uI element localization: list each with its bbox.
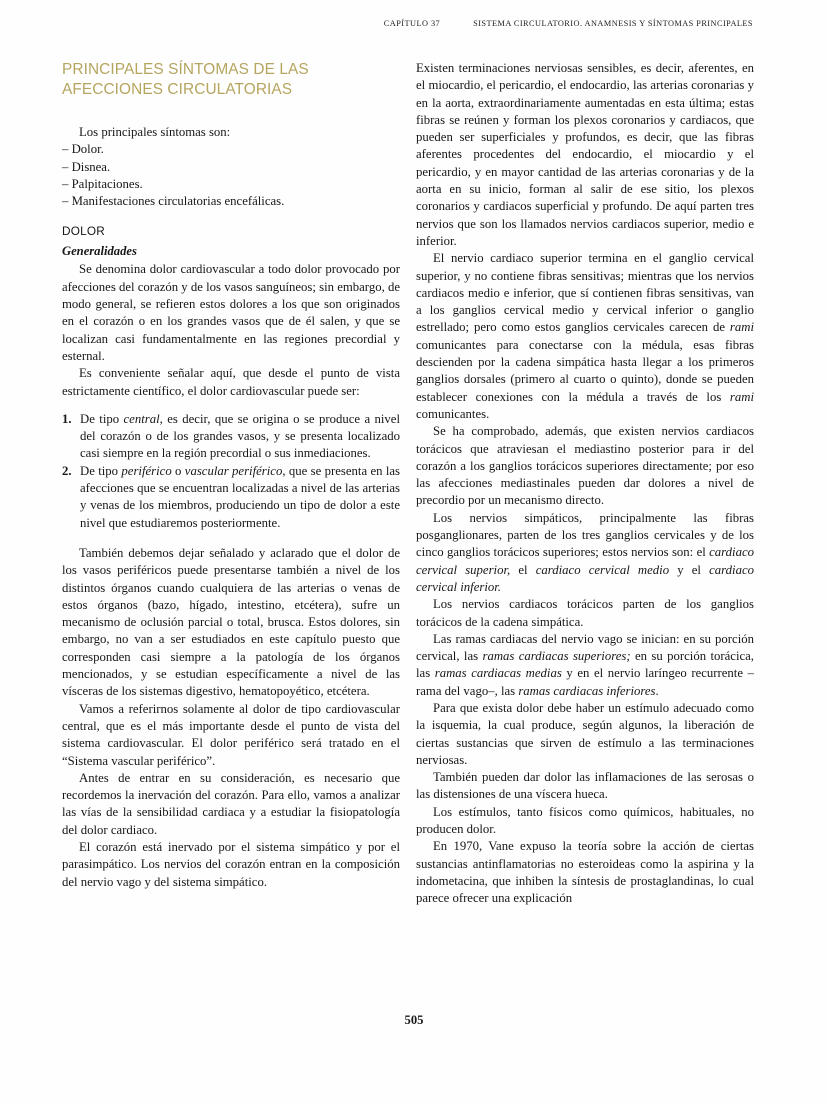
page-number: 505 xyxy=(404,1013,424,1027)
chapter-title: SISTEMA CIRCULATORIO. ANAMNESIS Y SÍNTOMAS PRINCIPALES xyxy=(473,19,753,28)
text-segment: el xyxy=(510,562,536,577)
list-item xyxy=(62,463,400,532)
emphasis-term: cardiaco cervical medio xyxy=(535,562,670,577)
text-segment: comunicantes. xyxy=(416,406,490,421)
emphasis-term: central xyxy=(123,411,160,426)
paragraph xyxy=(416,250,754,423)
symptom-list xyxy=(62,141,400,210)
paragraph: También debemos dejar señalado y aclarado que el dolor de los vasos periféricos puede presentarse también a nivel de los distintos órganos cuando cualquiera de las arterias o venas de estos órganos (bazo, hígado, intestino, etcétera), sufre un mecanismo de oclusión parcial o total, brusca. Estos dolores, sin embargo, no van a ser estudiados en este capítulo puesto que corresponden casi siempre a la patología de los órganos mencionados, y se estudian específicamente a nivel de las vísceras de los sistemas digestivo, hematopoyético, etcétera. xyxy=(62,545,400,699)
subsection-heading-generalidades: Generalidades xyxy=(62,244,137,259)
text-mid: o xyxy=(171,463,185,478)
paragraph: Existen terminaciones nerviosas sensibles, es decir, aferentes, en el miocardio, el pericardio, el endocardio, las arterias coronarias y en la aorta, extraordinariamente aumentadas en esta última; estas fibras se reúnen y forman los plexos coronarios y cardiacos, que pueden ser superficiales y profundos, es decir, que las fibras aferentes procedentes del endocardio, el miocardio y el pericardio, y en mayor cantidad de las arterias coronarias y de la aorta en su inicio, forman al salir de ese sitio, los plexos coronarios y cardiacos superficial y profundo. De aquí parten tres nervios que son los llamados nervios cardiacos superior, medio e inferior. xyxy=(416,61,754,248)
emphasis-term: periférico xyxy=(121,463,172,478)
emphasis-term: ramas cardiacas inferiores xyxy=(518,683,656,698)
text-segment: Los nervios simpáticos, principalmente las fibras posganglionares, parten de los tres ganglios cervicales y de los cinco ganglios torácicos superiores; estos nervios son: el xyxy=(416,510,754,560)
paragraph: Se denomina dolor cardiovascular a todo dolor provocado por afecciones del corazón y de los vasos sanguíneos; sin embargo, de modo general, se refieren estos dolores a los que son originados en el corazón o en los grandes vasos que de él salen, y que se localizan casi fundamentalmente en las regiones precordial y esternal. xyxy=(62,262,400,363)
emphasis-term: ramas cardiacas medias xyxy=(434,666,562,681)
paragraph: Para que exista dolor debe haber un estímulo adecuado como la isquemia, la cual produce, según algunos, la liberación de ciertas sustancias que sirven de estímulo a las terminaciones nerviosas. xyxy=(416,700,754,767)
left-column xyxy=(62,60,400,1020)
text-before: De tipo xyxy=(80,411,124,426)
list-item xyxy=(62,411,400,463)
paragraph: También pueden dar dolor las inflamaciones de las serosas o las distensiones de una víscera hueca. xyxy=(416,770,754,802)
list-item: – Disnea. xyxy=(62,159,111,174)
text-segment: y en el nervio laríngeo recurrente –rama del vago–, las xyxy=(416,666,754,698)
emphasis-term: ramas cardiacas superiores; xyxy=(482,649,631,664)
page-title: PRINCIPALES SÍNTOMAS DE LAS AFECCIONES CIRCULATORIAS xyxy=(62,61,309,98)
paragraph: Antes de entrar en su consideración, es necesario que recordemos la inervación del corazón. Para ello, vamos a analizar las vías de la sensibilidad cardiaca y a estudiar la fisiopatología del dolor cardiaco. xyxy=(62,770,400,837)
text-before: De tipo xyxy=(80,463,122,478)
intro-line: Los principales síntomas son: xyxy=(79,125,231,139)
list-number: 2. xyxy=(62,463,72,478)
emphasis-term: vascular periférico, xyxy=(184,463,286,478)
two-column-body xyxy=(62,60,754,1020)
emphasis-term: cardiaco cervical superior, xyxy=(416,545,754,577)
right-column xyxy=(416,60,754,1020)
text-segment: Las ramas cardiacas del nervio vago se inician: en su porción cervical, las xyxy=(416,631,754,664)
text-segment: y el xyxy=(669,562,710,577)
paragraph xyxy=(416,510,754,596)
text-after: , es decir, que se origina o se produce a nivel del corazón o de los grandes vasos, y se presenta localizado casi siempre en la región precordial o sus inmediaciones. xyxy=(80,411,401,461)
text-segment: El nervio cardiaco superior termina en el ganglio cervical superior, y no contiene fibras sensitivas; mientras que los nervios cardiacos medio e inferior, que sí contienen fibras sensitivas, van a los ganglios cervical medio y cervical inferior o ganglio estrellado; pero como estos ganglios cervicales carecen de xyxy=(416,251,754,335)
text-segment: comunicantes para conectarse con la médula, esas fibras descienden por la cadena simpática hasta llegar a los primeros ganglios dorsales (primero al cuarto o quinto), donde se pueden establecer conexiones con la médula a través de los xyxy=(416,337,754,404)
paragraph: Los nervios cardiacos torácicos parten de los ganglios torácicos de la cadena simpática. xyxy=(416,597,754,629)
paragraph: Es conveniente señalar aquí, que desde el punto de vista estrictamente científico, el dolor cardiovascular puede ser: xyxy=(62,366,400,398)
list-item: – Manifestaciones circulatorias encefálicas. xyxy=(62,194,285,209)
text-segment: . xyxy=(655,683,659,698)
paragraph: En 1970, Vane expuso la teoría sobre la acción de ciertas sustancias antinflamatorias no esteroideas como la aspirina y la indometacina, que inhiben la síntesis de prostaglandinas, lo cual parece ofrecer una explicación xyxy=(416,839,754,906)
text-segment: en su porción torácica, las xyxy=(416,649,754,681)
list-item: – Palpitaciones. xyxy=(62,176,143,191)
chapter-label: CAPÍTULO 37 xyxy=(383,19,441,28)
paragraph: Vamos a referirnos solamente al dolor de tipo cardiovascular central, que es el más importante desde el punto de vista del sistema cardiovascular. El dolor periférico será tratado en el “Sistema vascular periférico”. xyxy=(62,701,400,768)
paragraph: Se ha comprobado, además, que existen nervios cardiacos torácicos que atraviesan el mediastino posterior para ir del corazón a los ganglios torácicos superiores directamente; por eso las afecciones mediastinales pueden dar dolores a nivel de precordio por un mecanismo directo. xyxy=(416,424,754,508)
emphasis-term: cardiaco cervical inferior. xyxy=(416,562,754,594)
paragraph: El corazón está inervado por el sistema simpático y por el parasimpático. Los nervios del corazón entran en la composición del nervio vago y del sistema simpático. xyxy=(62,839,400,889)
section-heading-dolor: DOLOR xyxy=(62,224,105,239)
emphasis-term: rami xyxy=(729,389,754,404)
numbered-list xyxy=(62,411,400,532)
text-after: que se presenta en las afecciones que se encuentran localizadas a nivel de las arterias y venas de los miembros, produciendo un tipo de dolor a este nivel que estudiaremos posteriormente. xyxy=(80,463,401,530)
paragraph: Los estímulos, tanto físicos como químicos, habituales, no producen dolor. xyxy=(416,804,754,837)
running-head xyxy=(62,19,753,28)
list-number: 1. xyxy=(62,411,72,426)
list-item: – Dolor. xyxy=(62,142,104,157)
emphasis-term: rami xyxy=(729,320,754,335)
paragraph xyxy=(416,631,754,700)
